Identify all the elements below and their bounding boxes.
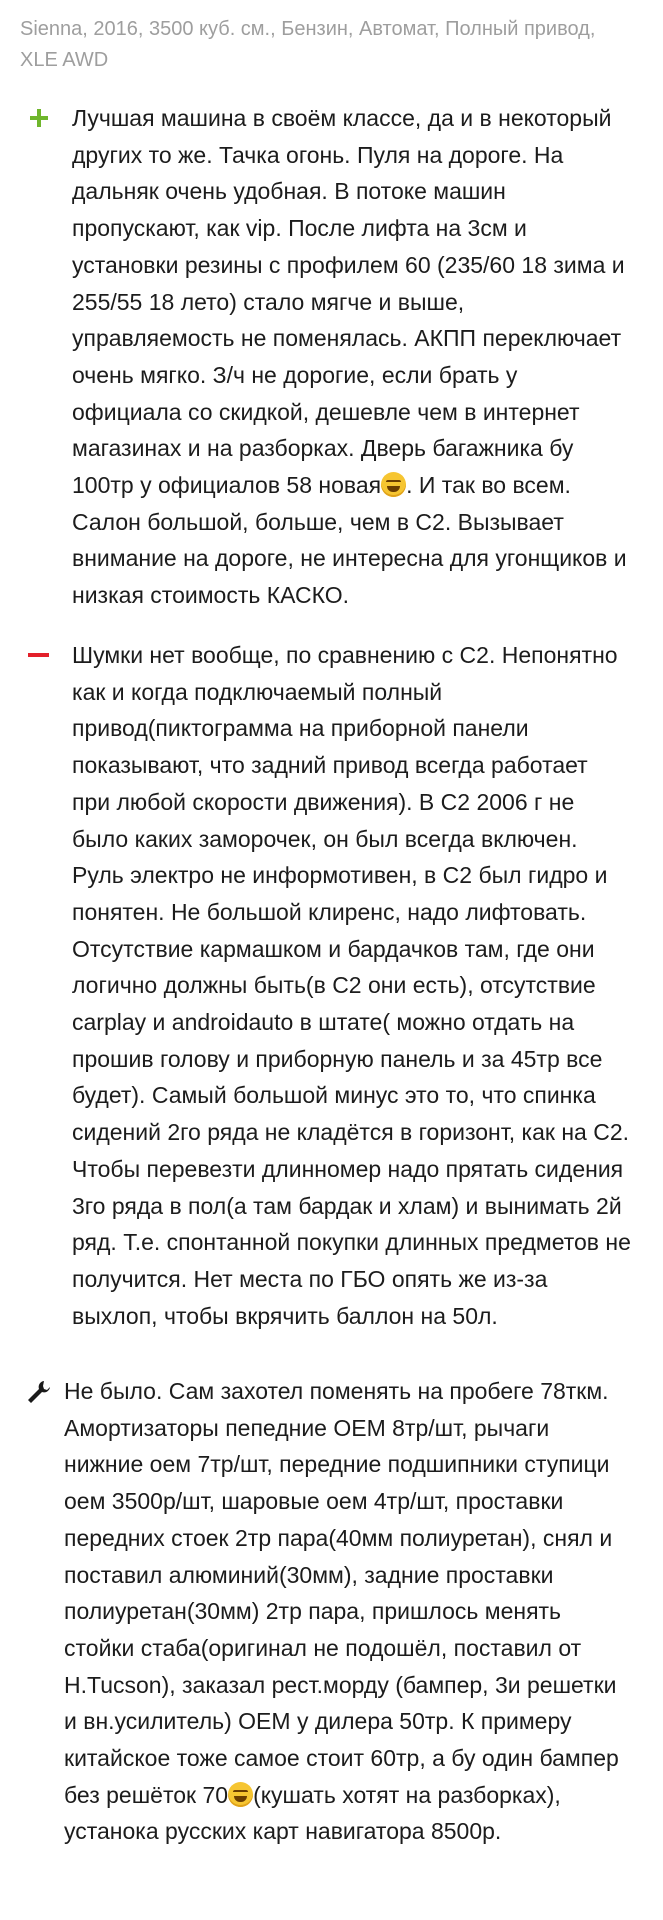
pros-text — [72, 100, 632, 614]
pros-text-part-2: . И так во всем. Салон большой, больше, чем в С2. Вызывает внимание на дороге, не интересна для угонщиков и низкая стоимость КАСКО. — [72, 472, 627, 609]
plus-icon — [26, 100, 52, 136]
car-specs-meta: Sienna, 2016, 3500 куб. см., Бензин, Автомат, Полный привод, XLE AWD — [20, 18, 596, 71]
pros-text-part-1: Лучшая машина в своём классе, да и в некоторый других то же. Тачка огонь. Пуля на дороге. На дальняк очень удобная. В потоке машин пропускают, как vip. После лифта на 3см и установки резины с профилем 60 (235/60 18 зима и 255/55 18 лето) стало мягче и выше, управляемость не поменялась. АКПП переключает очень мягко. З/ч не дорогие, если брать у официала со скидкой, дешевле чем в интернет магазинах и на разборках. Дверь багажника бу 100тр у официалов 58 новая — [72, 105, 625, 499]
repairs-text — [64, 1373, 634, 1850]
repairs-text-part-2: (кушать хотят на разборках), устанока русских карт навигатора 8500р. — [64, 1781, 561, 1845]
laughing-emoji-icon — [228, 1782, 253, 1807]
repairs-text-part-1: Не было. Сам захотел поменять на пробеге 78ткм. Амортизаторы пепедние ОЕМ 8тр/шт, рычаги нижние оем 7тр/шт, передние подшипники ступици оем 3500р/шт, шаровые оем 4тр/шт, проставки передних стоек 2тр пара(40мм полиуретан), снял и поставил алюминий(30мм), задние проставки полиуретан(30мм) 2тр пара, пришлось менять стойки стаба(оригинал не подошёл, поставил от H.Tucson), заказал рест.морду (бампер, 3и решетки и вн.усилитель) ОЕМ у дилера 50тр. К примеру китайское тоже самое стоит 60тр, а бу один бампер без решёток 70 — [64, 1378, 619, 1808]
minus-icon — [26, 637, 52, 673]
wrench-icon — [26, 1373, 52, 1409]
cons-text: Шумки нет вообще, по сравнению с С2. Непонятно как и когда подключаемый полный привод(пиктограмма на приборной панели показывают, что задний привод всегда работает при любой скорости движения). В С2 2006 г не было каких заморочек, он был всегда включен. Руль электро не информотивен, в С2 был гидро и понятен. Не большой клиренс, надо лифтовать. Отсутствие кармашком и бардачков там, где они логично должны быть(в С2 они есть), отсутствие carplay и androidauto в штате( можно отдать на прошив голову и приборную панель и за 45тр все будет). Самый большой минус это то, что спинка сидений 2го ряда не кладётся в горизонт, как на С2. Чтобы перевезти длинномер надо прятать сидения 3го ряда в пол(а там бардак и хлам) и вынимать 2й ряд. Т.е. спонтанной покупки длинных предметов не получится. Нет места по ГБО опять же из-за выхлоп, чтобы вкрячить баллон на 50л. — [72, 642, 631, 1329]
laughing-emoji-icon — [381, 472, 406, 497]
